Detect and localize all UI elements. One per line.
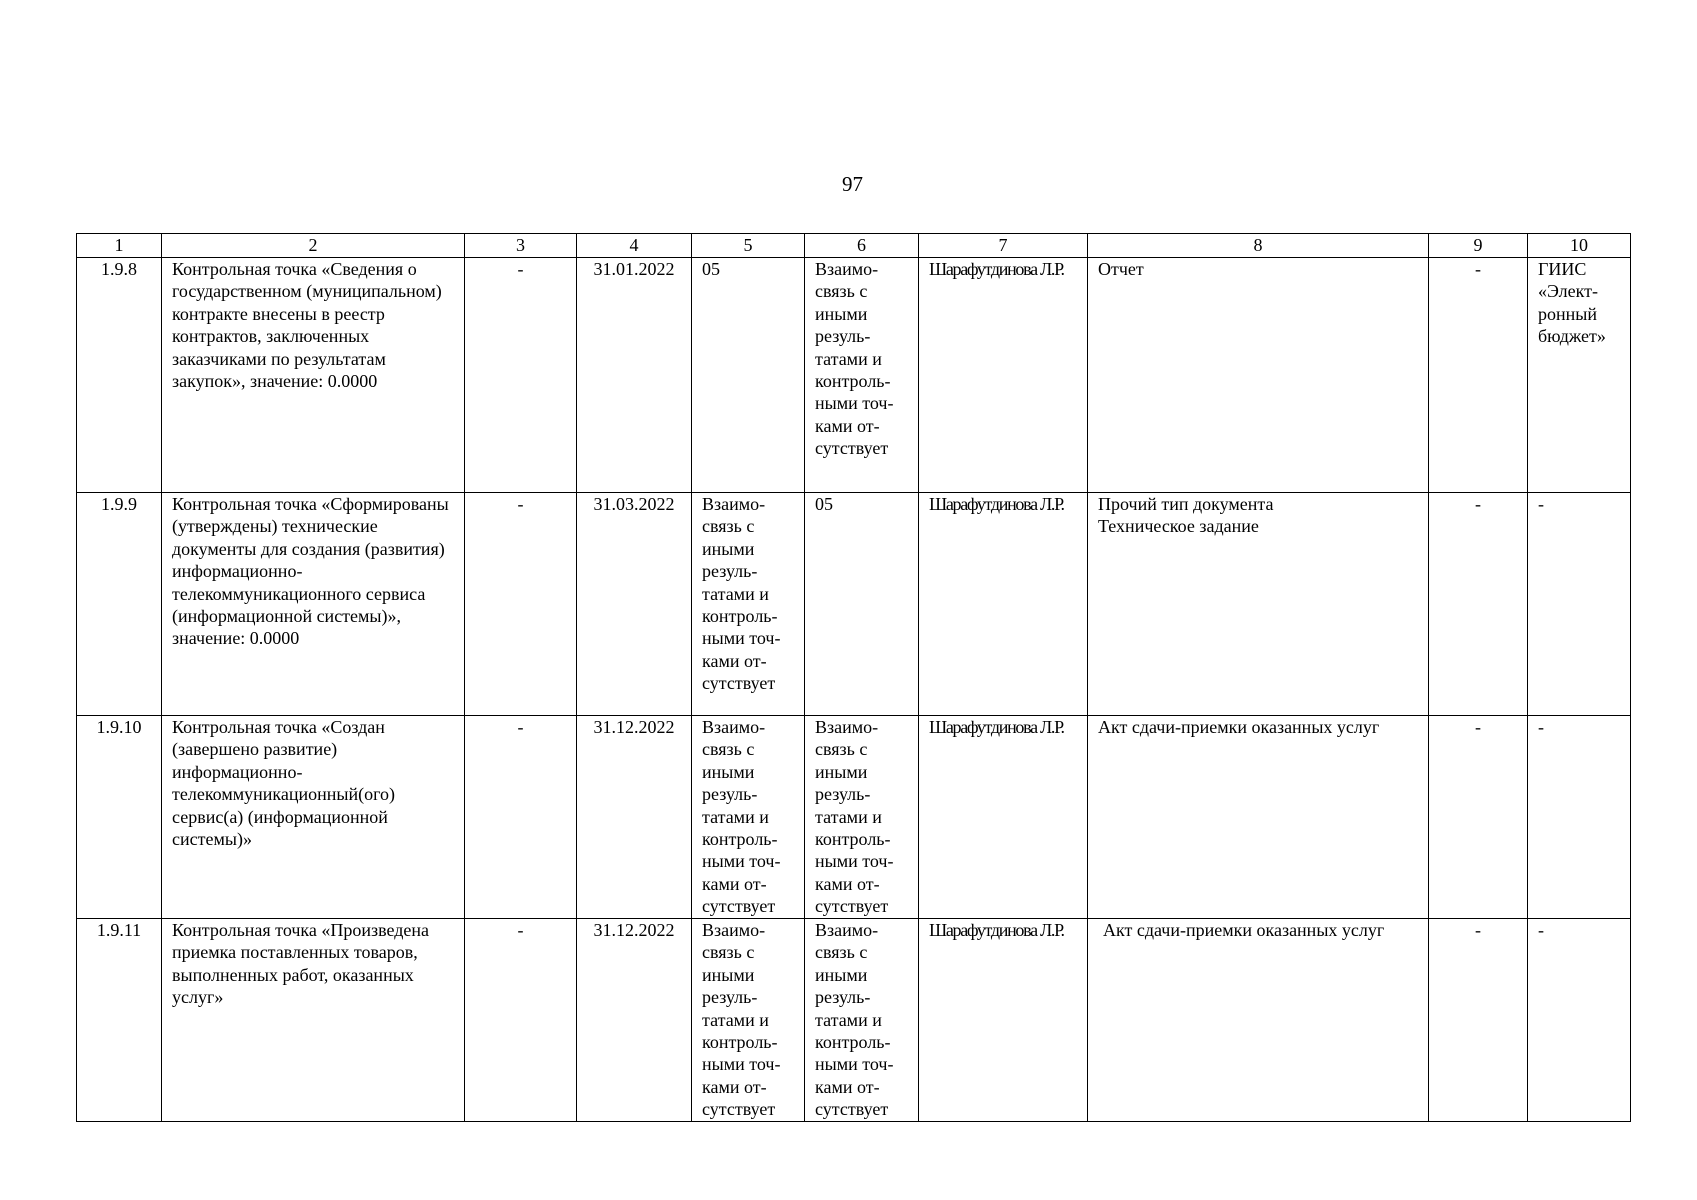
row-responsible: Шарафутдинова Л.Р. (919, 493, 1088, 716)
header-row (77, 234, 1631, 258)
row-col3: - (465, 493, 577, 716)
row-col9: - (1429, 258, 1528, 493)
table-row (77, 919, 1631, 1122)
row-description: Контрольная точка «Произведена приемка поставленных товаров, выполненных работ, оказанных услуг» (162, 919, 465, 1122)
table-row (77, 493, 1631, 716)
column-header: 6 (805, 234, 919, 258)
column-header: 3 (465, 234, 577, 258)
row-col3: - (465, 919, 577, 1122)
row-col9: - (1429, 493, 1528, 716)
row-document: Акт сдачи-приемки оказанных услуг (1088, 716, 1429, 919)
column-header: 7 (919, 234, 1088, 258)
row-date: 31.01.2022 (577, 258, 692, 493)
row-document: Отчет (1088, 258, 1429, 493)
row-description: Контрольная точка «Сведения о государственном (муниципальном) контракте внесены в реестр контрактов, заключенных заказчиками по результатам закупок», значение: 0.0000 (162, 258, 465, 493)
row-number: 1.9.9 (77, 493, 162, 716)
row-description: Контрольная точка «Сформированы (утверждены) технические документы для создания (развития) информационно-телекоммуникационного сервиса (информационной системы)», значение: 0.0000 (162, 493, 465, 716)
row-responsible: Шарафутдинова Л.Р. (919, 258, 1088, 493)
row-col6: Взаимо-связь с иными резуль-татами и контроль-ными точ-ками от-сутствует (805, 258, 919, 493)
row-col6: Взаимо-связь с иными резуль-татами и контроль-ными точ-ками от-сутствует (805, 919, 919, 1122)
column-header: 5 (692, 234, 805, 258)
row-description: Контрольная точка «Создан (завершено развитие) информационно-телекоммуникационный(ого) сервис(а) (информационной системы)» (162, 716, 465, 919)
row-col10: ГИИС «Элект-ронный бюджет» (1528, 258, 1631, 493)
row-document: Акт сдачи-приемки оказанных услуг (1088, 919, 1429, 1122)
column-header: 8 (1088, 234, 1429, 258)
table-row (77, 716, 1631, 919)
row-col6: 05 (805, 493, 919, 716)
column-header: 4 (577, 234, 692, 258)
row-col6: Взаимо-связь с иными резуль-татами и контроль-ными точ-ками от-сутствует (805, 716, 919, 919)
row-col10: - (1528, 493, 1631, 716)
row-date: 31.12.2022 (577, 919, 692, 1122)
row-col3: - (465, 258, 577, 493)
row-col5: Взаимо-связь с иными резуль-татами и контроль-ными точ-ками от-сутствует (692, 716, 805, 919)
row-col3: - (465, 716, 577, 919)
row-responsible: Шарафутдинова Л.Р. (919, 919, 1088, 1122)
row-number: 1.9.11 (77, 919, 162, 1122)
table-row (77, 258, 1631, 493)
row-col5: 05 (692, 258, 805, 493)
row-col9: - (1429, 716, 1528, 919)
row-number: 1.9.10 (77, 716, 162, 919)
row-document: Прочий тип документа Техническое задание (1088, 493, 1429, 716)
column-header: 1 (77, 234, 162, 258)
row-col10: - (1528, 919, 1631, 1122)
row-col9: - (1429, 919, 1528, 1122)
page-number: 97 (842, 172, 863, 196)
row-responsible: Шарафутдинова Л.Р. (919, 716, 1088, 919)
row-date: 31.12.2022 (577, 716, 692, 919)
column-header: 10 (1528, 234, 1631, 258)
row-number: 1.9.8 (77, 258, 162, 493)
row-col5: Взаимо-связь с иными резуль-татами и контроль-ными точ-ками от-сутствует (692, 493, 805, 716)
column-header: 2 (162, 234, 465, 258)
control-points-table (76, 233, 1631, 1122)
row-col10: - (1528, 716, 1631, 919)
row-col5: Взаимо-связь с иными резуль-татами и контроль-ными точ-ками от-сутствует (692, 919, 805, 1122)
column-header: 9 (1429, 234, 1528, 258)
row-date: 31.03.2022 (577, 493, 692, 716)
